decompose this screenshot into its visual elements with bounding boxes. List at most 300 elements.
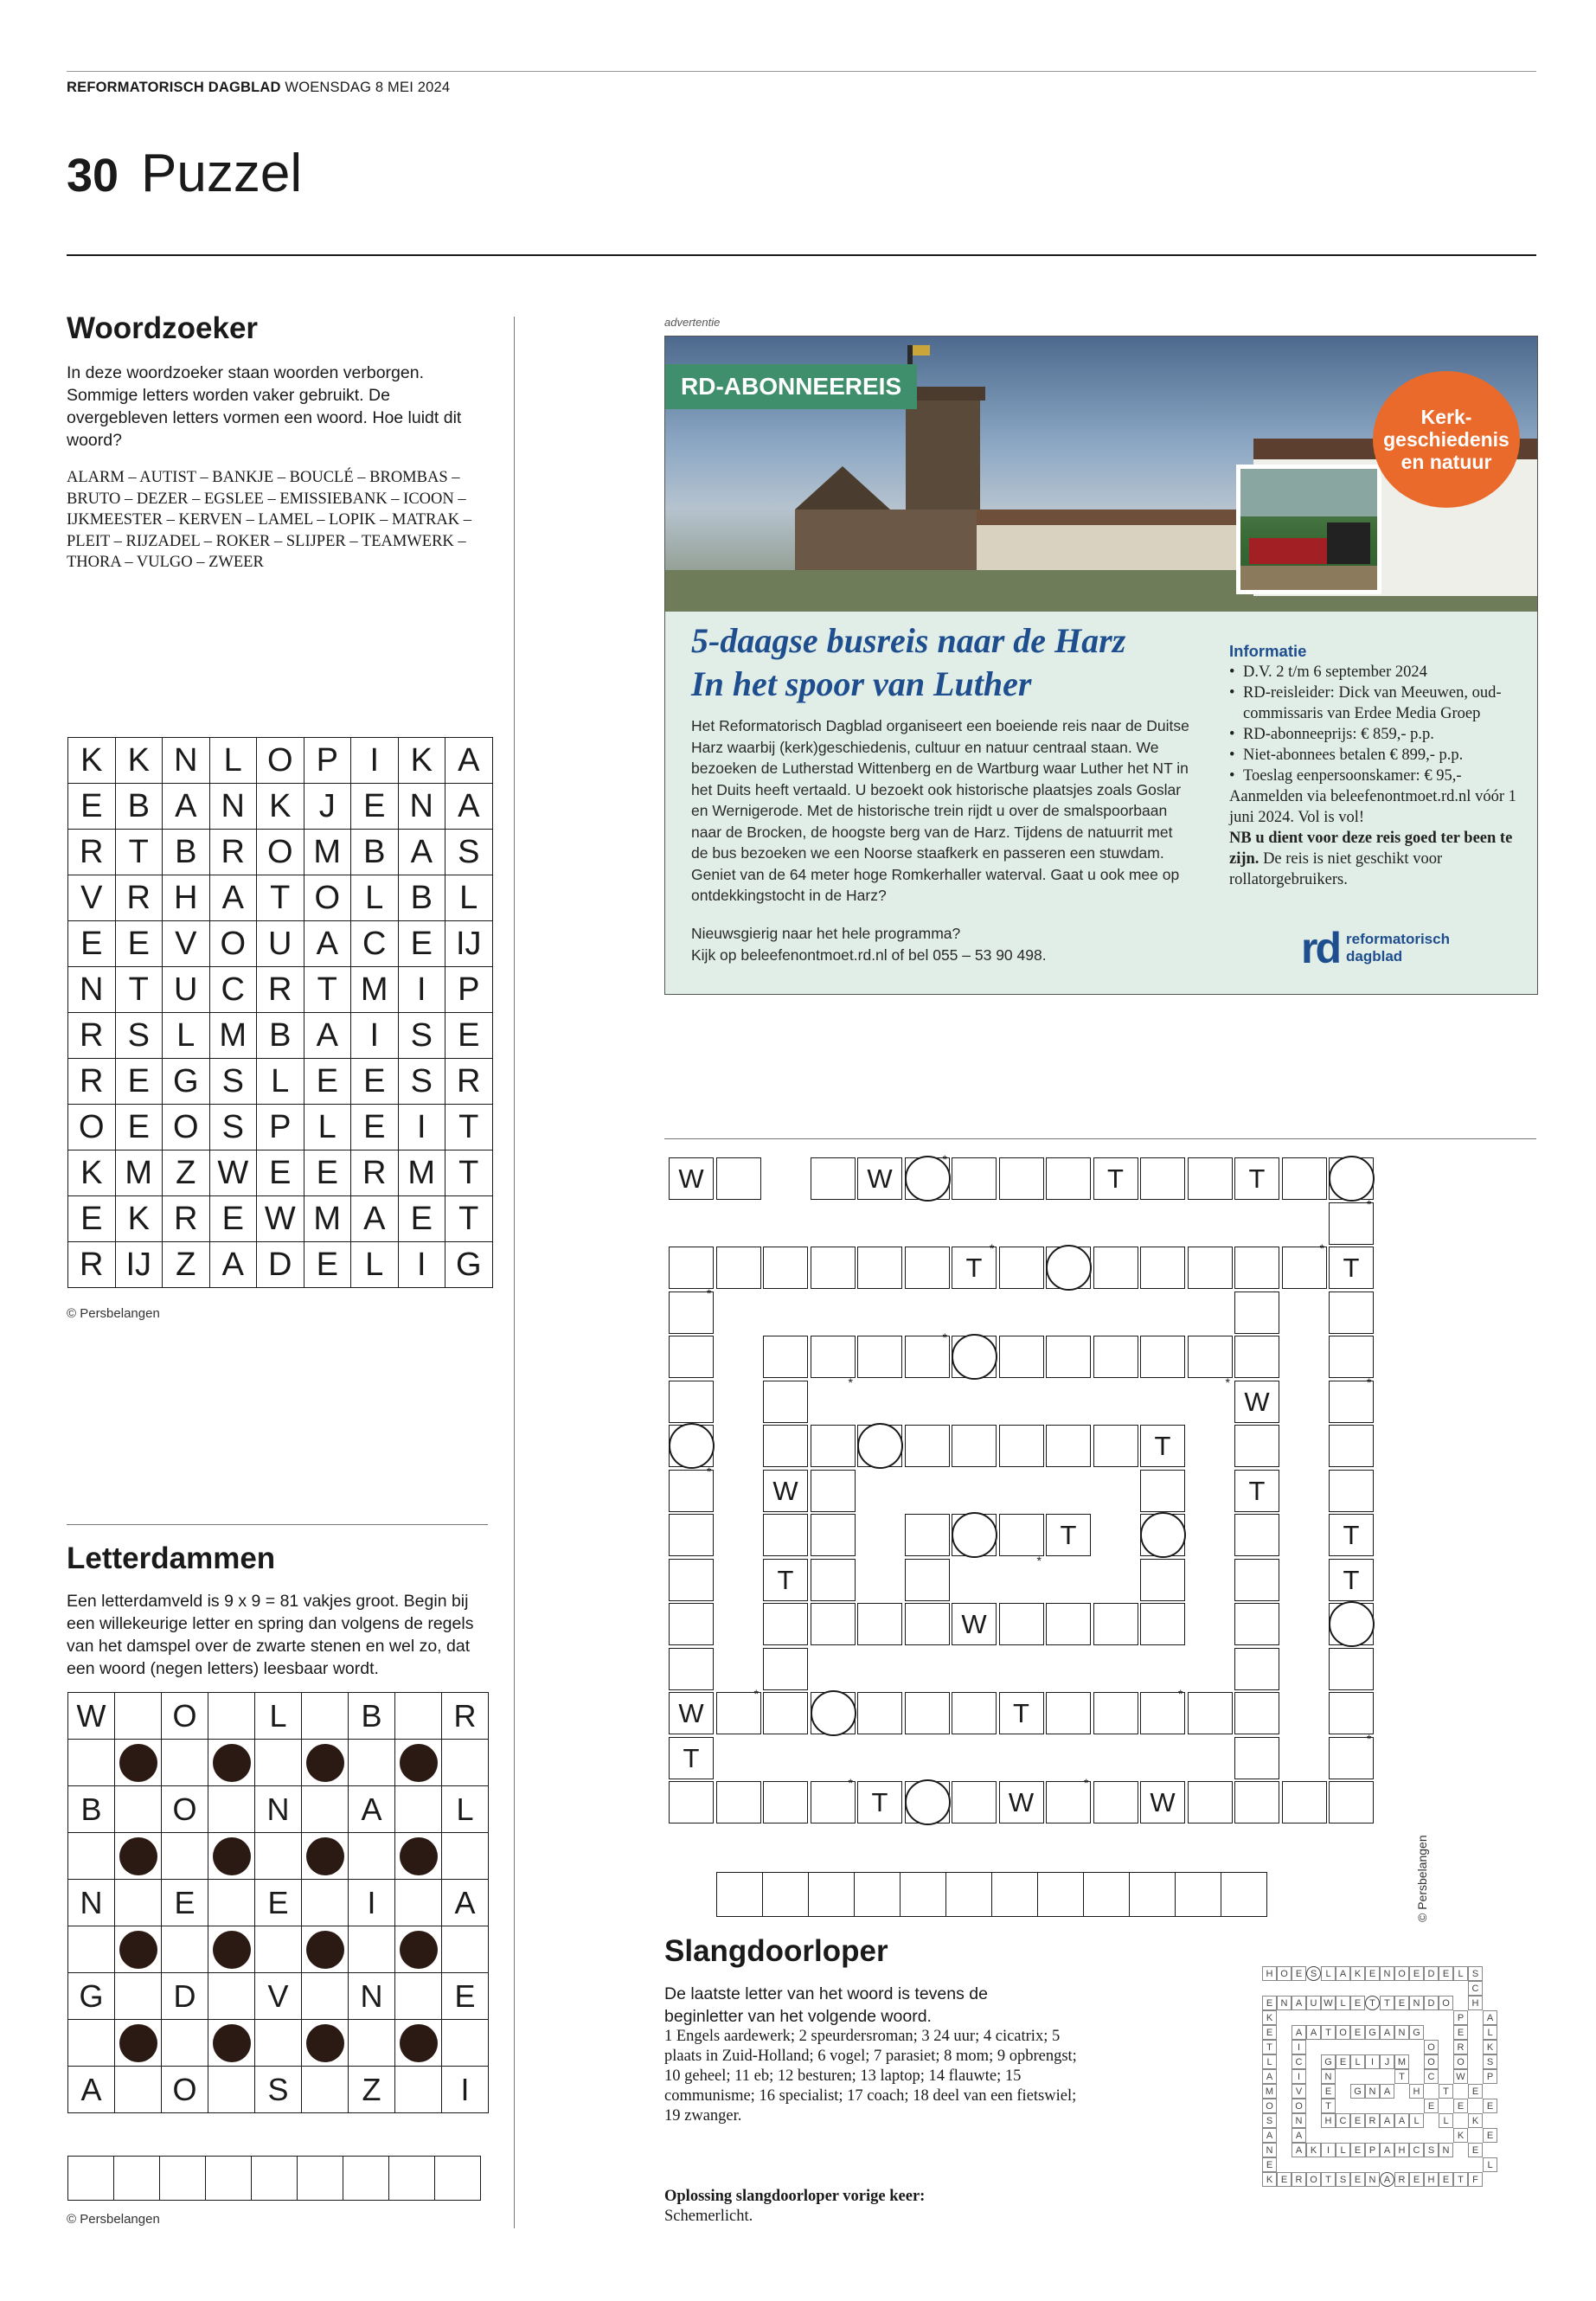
spiral-cell[interactable]: [1046, 1603, 1091, 1645]
letter-cell[interactable]: P: [445, 967, 493, 1013]
letter-cell[interactable]: IJ: [115, 1242, 163, 1288]
letter-cell[interactable]: W: [209, 1150, 257, 1196]
letter-cell[interactable]: T: [257, 875, 304, 921]
spiral-cell[interactable]: T: [669, 1737, 714, 1779]
spiral-cell[interactable]: [1282, 1781, 1327, 1823]
letter-cell[interactable]: H: [163, 875, 210, 921]
spiral-cell[interactable]: [1140, 1247, 1185, 1289]
letter-cell[interactable]: T: [115, 967, 163, 1013]
letter-cell[interactable]: A: [68, 2067, 115, 2113]
spiral-cell[interactable]: [1140, 1603, 1185, 1645]
spiral-cell[interactable]: [905, 1425, 950, 1467]
letter-cell[interactable]: [162, 1833, 208, 1880]
letter-cell[interactable]: E: [304, 1242, 351, 1288]
answer-cell[interactable]: [809, 1873, 855, 1917]
spiral-cell[interactable]: [669, 1603, 714, 1645]
letter-cell[interactable]: I: [442, 2067, 489, 2113]
spiral-cell[interactable]: [999, 1336, 1044, 1378]
letter-cell[interactable]: Z: [349, 2067, 395, 2113]
spiral-cell[interactable]: [811, 1157, 856, 1200]
spiral-cell[interactable]: [1234, 1336, 1279, 1378]
spiral-cell[interactable]: [1329, 1648, 1374, 1690]
letter-cell[interactable]: E: [445, 1013, 493, 1059]
letter-cell[interactable]: B: [257, 1013, 304, 1059]
letter-cell[interactable]: [302, 2067, 349, 2113]
letter-cell[interactable]: [442, 1740, 489, 1786]
spiral-cell[interactable]: W: [952, 1603, 997, 1645]
spiral-cell[interactable]: [811, 1603, 856, 1645]
letter-cell[interactable]: [395, 1786, 442, 1833]
spiral-cell[interactable]: [1188, 1336, 1233, 1378]
spiral-cell[interactable]: [763, 1247, 808, 1289]
letter-cell[interactable]: Z: [163, 1242, 210, 1288]
letter-cell[interactable]: A: [349, 1786, 395, 1833]
letter-cell[interactable]: A: [209, 1242, 257, 1288]
letter-cell[interactable]: [208, 1880, 255, 1926]
spiral-cell[interactable]: T: [999, 1692, 1044, 1734]
letter-cell[interactable]: D: [257, 1242, 304, 1288]
spiral-cell[interactable]: [763, 1781, 808, 1823]
spiral-cell[interactable]: W: [999, 1781, 1044, 1823]
letter-cell[interactable]: B: [163, 830, 210, 875]
spiral-cell[interactable]: [905, 1247, 950, 1289]
spiral-cell[interactable]: [1046, 1425, 1091, 1467]
spiral-cell[interactable]: [1188, 1157, 1233, 1200]
spiral-cell[interactable]: W: [763, 1470, 808, 1512]
advert[interactable]: [664, 336, 1538, 995]
spiral-cell[interactable]: [1234, 1737, 1279, 1779]
letter-cell[interactable]: E: [257, 1150, 304, 1196]
spiral-cell[interactable]: T: [1140, 1425, 1185, 1467]
letter-cell[interactable]: R: [115, 875, 163, 921]
spiral-cell[interactable]: W: [669, 1692, 714, 1734]
letter-cell[interactable]: R: [163, 1196, 210, 1242]
letter-cell[interactable]: [255, 2020, 302, 2067]
spiral-cell[interactable]: [952, 1425, 997, 1467]
damstone-cell[interactable]: [208, 1833, 255, 1880]
letter-cell[interactable]: [208, 1786, 255, 1833]
letter-cell[interactable]: R: [68, 1059, 116, 1105]
letter-cell[interactable]: L: [445, 875, 493, 921]
letter-cell[interactable]: I: [398, 1242, 445, 1288]
spiral-cell[interactable]: W: [1234, 1381, 1279, 1423]
spiral-cell[interactable]: [669, 1781, 714, 1823]
spiral-cell[interactable]: [1093, 1781, 1138, 1823]
letter-cell[interactable]: E: [351, 1105, 399, 1150]
letter-cell[interactable]: [255, 1833, 302, 1880]
spiral-cell[interactable]: T: [1093, 1157, 1138, 1200]
letter-cell[interactable]: A: [351, 1196, 399, 1242]
letter-cell[interactable]: V: [255, 1973, 302, 2020]
spiral-cell[interactable]: T: [1329, 1559, 1374, 1601]
spiral-cell[interactable]: [1329, 1336, 1374, 1378]
spiral-cell[interactable]: [669, 1514, 714, 1556]
letter-cell[interactable]: R: [68, 1242, 116, 1288]
letter-cell[interactable]: [442, 1926, 489, 1973]
letter-cell[interactable]: N: [349, 1973, 395, 2020]
letter-cell[interactable]: I: [398, 1105, 445, 1150]
letter-cell[interactable]: [115, 1973, 162, 2020]
letter-cell[interactable]: T: [304, 967, 351, 1013]
letter-cell[interactable]: [302, 1973, 349, 2020]
letter-cell[interactable]: O: [162, 2067, 208, 2113]
spiral-cell[interactable]: T: [763, 1559, 808, 1601]
letter-cell[interactable]: E: [255, 1880, 302, 1926]
letter-cell[interactable]: O: [257, 738, 304, 784]
spiral-cell[interactable]: [1140, 1157, 1185, 1200]
letter-cell[interactable]: T: [115, 830, 163, 875]
letter-cell[interactable]: P: [257, 1105, 304, 1150]
spiral-cell[interactable]: [669, 1336, 714, 1378]
letter-cell[interactable]: [115, 1693, 162, 1740]
letter-cell[interactable]: [68, 1740, 115, 1786]
letter-cell[interactable]: E: [68, 921, 116, 967]
letter-cell[interactable]: [115, 1786, 162, 1833]
letter-cell[interactable]: [349, 1926, 395, 1973]
letter-cell[interactable]: E: [68, 784, 116, 830]
letter-cell[interactable]: K: [398, 738, 445, 784]
letter-cell[interactable]: O: [68, 1105, 116, 1150]
answer-cell[interactable]: [1176, 1873, 1221, 1917]
letter-cell[interactable]: M: [115, 1150, 163, 1196]
letter-cell[interactable]: N: [398, 784, 445, 830]
letter-cell[interactable]: [442, 1833, 489, 1880]
letter-cell[interactable]: [162, 1926, 208, 1973]
letter-cell[interactable]: K: [68, 1150, 116, 1196]
letter-cell[interactable]: S: [209, 1059, 257, 1105]
letter-cell[interactable]: G: [68, 1973, 115, 2020]
letter-cell[interactable]: S: [398, 1059, 445, 1105]
spiral-cell[interactable]: [857, 1692, 902, 1734]
letter-cell[interactable]: L: [351, 1242, 399, 1288]
letter-cell[interactable]: [208, 1973, 255, 2020]
spiral-cell[interactable]: [1140, 1559, 1185, 1601]
answer-cell[interactable]: [68, 2157, 114, 2201]
answer-cell[interactable]: [1038, 1873, 1084, 1917]
advert-cta-line2[interactable]: Kijk op beleefenontmoet.rd.nl of bel 055 – 53 90 498.: [691, 945, 1047, 964]
damstone-cell[interactable]: [115, 2020, 162, 2067]
spiral-cell[interactable]: [811, 1336, 856, 1378]
spiral-cell[interactable]: [905, 1692, 950, 1734]
letter-cell[interactable]: E: [398, 921, 445, 967]
letter-cell[interactable]: I: [351, 1013, 399, 1059]
spiral-cell[interactable]: [1329, 1425, 1374, 1467]
spiral-cell[interactable]: [811, 1425, 856, 1467]
letter-cell[interactable]: P: [304, 738, 351, 784]
letter-cell[interactable]: V: [68, 875, 116, 921]
letter-cell[interactable]: E: [115, 1059, 163, 1105]
letter-cell[interactable]: [395, 1880, 442, 1926]
spiral-cell[interactable]: [952, 1692, 997, 1734]
spiral-answer-row[interactable]: [716, 1872, 1267, 1917]
spiral-cell[interactable]: [811, 1247, 856, 1289]
damstone-cell[interactable]: [395, 1926, 442, 1973]
spiral-cell[interactable]: [1282, 1157, 1327, 1200]
letter-cell[interactable]: L: [255, 1693, 302, 1740]
letter-cell[interactable]: U: [163, 967, 210, 1013]
letter-cell[interactable]: M: [351, 967, 399, 1013]
spiral-cell[interactable]: [952, 1157, 997, 1200]
letter-cell[interactable]: [349, 2020, 395, 2067]
letter-cell[interactable]: A: [442, 1880, 489, 1926]
spiral-cell[interactable]: [1234, 1692, 1279, 1734]
letter-cell[interactable]: T: [445, 1196, 493, 1242]
spiral-cell[interactable]: [1234, 1247, 1279, 1289]
spiral-cell[interactable]: W: [1140, 1781, 1185, 1823]
letter-cell[interactable]: N: [163, 738, 210, 784]
spiral-cell[interactable]: [1188, 1692, 1233, 1734]
letter-cell[interactable]: K: [68, 738, 116, 784]
letter-cell[interactable]: M: [304, 830, 351, 875]
letter-cell[interactable]: I: [351, 738, 399, 784]
damstone-cell[interactable]: [208, 1926, 255, 1973]
letter-cell[interactable]: R: [209, 830, 257, 875]
letter-cell[interactable]: [442, 2020, 489, 2067]
damstone-cell[interactable]: [302, 2020, 349, 2067]
letter-cell[interactable]: [395, 2067, 442, 2113]
letter-cell[interactable]: [395, 1973, 442, 2020]
answer-cell[interactable]: [435, 2157, 481, 2201]
letter-cell[interactable]: [162, 2020, 208, 2067]
letter-cell[interactable]: R: [257, 967, 304, 1013]
answer-cell[interactable]: [855, 1873, 901, 1917]
spiral-cell[interactable]: [1329, 1470, 1374, 1512]
letter-cell[interactable]: A: [304, 921, 351, 967]
answer-cell[interactable]: [946, 1873, 992, 1917]
damstone-cell[interactable]: [115, 1926, 162, 1973]
answer-cell[interactable]: [160, 2157, 206, 2201]
spiral-cell[interactable]: [1234, 1292, 1279, 1334]
answer-cell[interactable]: [252, 2157, 298, 2201]
spiral-cell[interactable]: T: [1234, 1157, 1279, 1200]
spiral-cell[interactable]: [669, 1381, 714, 1423]
letter-cell[interactable]: O: [162, 1786, 208, 1833]
letter-cell[interactable]: [255, 1926, 302, 1973]
spiral-cell[interactable]: [905, 1514, 950, 1556]
spiral-cell[interactable]: [716, 1157, 761, 1200]
spiral-cell[interactable]: [905, 1603, 950, 1645]
spiral-cell[interactable]: [857, 1603, 902, 1645]
letter-cell[interactable]: T: [445, 1150, 493, 1196]
letter-cell[interactable]: E: [304, 1059, 351, 1105]
spiral-cell[interactable]: T: [1329, 1514, 1374, 1556]
letter-cell[interactable]: R: [351, 1150, 399, 1196]
letter-cell[interactable]: [208, 2067, 255, 2113]
letter-cell[interactable]: E: [209, 1196, 257, 1242]
answer-cell[interactable]: [901, 1873, 946, 1917]
answer-cell[interactable]: [114, 2157, 160, 2201]
spiral-cell[interactable]: [1093, 1692, 1138, 1734]
spiral-cell[interactable]: [905, 1559, 950, 1601]
letter-cell[interactable]: M: [209, 1013, 257, 1059]
letter-cell[interactable]: A: [398, 830, 445, 875]
letter-cell[interactable]: B: [351, 830, 399, 875]
spiral-cell[interactable]: [1234, 1603, 1279, 1645]
letter-cell[interactable]: E: [115, 1105, 163, 1150]
letter-cell[interactable]: M: [304, 1196, 351, 1242]
answer-cell[interactable]: [206, 2157, 252, 2201]
spiral-cell[interactable]: [763, 1692, 808, 1734]
letter-cell[interactable]: S: [209, 1105, 257, 1150]
letter-cell[interactable]: E: [162, 1880, 208, 1926]
answer-cell[interactable]: [1084, 1873, 1130, 1917]
spiral-cell[interactable]: [716, 1781, 761, 1823]
damstone-cell[interactable]: [302, 1833, 349, 1880]
answer-cell[interactable]: [1130, 1873, 1176, 1917]
letter-cell[interactable]: O: [162, 1693, 208, 1740]
damstone-cell[interactable]: [395, 2020, 442, 2067]
spiral-cell[interactable]: [763, 1514, 808, 1556]
damstone-cell[interactable]: [302, 1740, 349, 1786]
letter-cell[interactable]: V: [163, 921, 210, 967]
letter-cell[interactable]: [302, 1693, 349, 1740]
letter-cell[interactable]: E: [351, 784, 399, 830]
letter-cell[interactable]: E: [115, 921, 163, 967]
spiral-cell[interactable]: [1188, 1781, 1233, 1823]
letter-cell[interactable]: [255, 1740, 302, 1786]
letter-cell[interactable]: A: [209, 875, 257, 921]
letter-cell[interactable]: C: [209, 967, 257, 1013]
spiral-cell[interactable]: [669, 1559, 714, 1601]
letter-cell[interactable]: K: [257, 784, 304, 830]
letter-cell[interactable]: R: [68, 1013, 116, 1059]
letter-cell[interactable]: [68, 1833, 115, 1880]
answer-cell[interactable]: [763, 1873, 809, 1917]
spiral-cell[interactable]: W: [857, 1157, 902, 1200]
spiral-cell[interactable]: [811, 1514, 856, 1556]
letter-cell[interactable]: C: [351, 921, 399, 967]
letter-cell[interactable]: S: [255, 2067, 302, 2113]
damstone-cell[interactable]: [302, 1926, 349, 1973]
letter-cell[interactable]: O: [209, 921, 257, 967]
letter-cell[interactable]: R: [442, 1693, 489, 1740]
letter-cell[interactable]: S: [115, 1013, 163, 1059]
answer-cell[interactable]: [717, 1873, 763, 1917]
letter-cell[interactable]: A: [445, 738, 493, 784]
letter-cell[interactable]: J: [304, 784, 351, 830]
letter-cell[interactable]: [208, 1693, 255, 1740]
letter-cell[interactable]: G: [163, 1059, 210, 1105]
spiral-cell[interactable]: [1188, 1247, 1233, 1289]
letter-cell[interactable]: R: [68, 830, 116, 875]
letter-cell[interactable]: K: [115, 1196, 163, 1242]
letter-cell[interactable]: O: [257, 830, 304, 875]
letter-cell[interactable]: I: [349, 1880, 395, 1926]
spiral-cell[interactable]: [1234, 1514, 1279, 1556]
letter-cell[interactable]: [115, 2067, 162, 2113]
answer-cell[interactable]: [389, 2157, 435, 2201]
spiral-cell[interactable]: [999, 1157, 1044, 1200]
spiral-cell[interactable]: [999, 1425, 1044, 1467]
spiral-cell[interactable]: [811, 1470, 856, 1512]
letter-cell[interactable]: [349, 1833, 395, 1880]
letter-cell[interactable]: W: [68, 1693, 115, 1740]
spiral-cell[interactable]: [1329, 1292, 1374, 1334]
letter-cell[interactable]: S: [445, 830, 493, 875]
letter-cell[interactable]: L: [257, 1059, 304, 1105]
letter-cell[interactable]: M: [398, 1150, 445, 1196]
spiral-cell[interactable]: [1046, 1692, 1091, 1734]
spiral-cell[interactable]: [1093, 1425, 1138, 1467]
spiral-cell[interactable]: [1329, 1692, 1374, 1734]
spiral-cell[interactable]: [1234, 1559, 1279, 1601]
spiral-cell[interactable]: [1234, 1781, 1279, 1823]
spiral-cell[interactable]: T: [857, 1781, 902, 1823]
spiral-cell[interactable]: [763, 1381, 808, 1423]
letter-cell[interactable]: [302, 1880, 349, 1926]
spiral-cell[interactable]: T: [1046, 1514, 1091, 1556]
spiral-cell[interactable]: [952, 1781, 997, 1823]
letter-cell[interactable]: E: [304, 1150, 351, 1196]
letter-cell[interactable]: [68, 1926, 115, 1973]
letter-cell[interactable]: T: [445, 1105, 493, 1150]
letter-cell[interactable]: R: [445, 1059, 493, 1105]
spiral-cell[interactable]: [669, 1648, 714, 1690]
spiral-cell[interactable]: [1234, 1648, 1279, 1690]
damstone-cell[interactable]: [395, 1833, 442, 1880]
spiral-cell[interactable]: [1046, 1336, 1091, 1378]
letter-cell[interactable]: L: [304, 1105, 351, 1150]
letter-cell[interactable]: A: [163, 784, 210, 830]
letter-cell[interactable]: W: [257, 1196, 304, 1242]
spiral-cell[interactable]: [1093, 1247, 1138, 1289]
letter-cell[interactable]: L: [351, 875, 399, 921]
spiral-cell[interactable]: [999, 1514, 1044, 1556]
letter-cell[interactable]: N: [68, 1880, 115, 1926]
spiral-cell[interactable]: W: [669, 1157, 714, 1200]
letter-cell[interactable]: E: [442, 1973, 489, 2020]
advert-signup[interactable]: Aanmelden via beleefenontmoet.rd.nl vóór 1 juni 2024. Vol is vol!: [1229, 788, 1516, 826]
letter-cell[interactable]: O: [163, 1105, 210, 1150]
spiral-cell[interactable]: [763, 1336, 808, 1378]
letter-cell[interactable]: B: [68, 1786, 115, 1833]
spiral-cell[interactable]: [1234, 1425, 1279, 1467]
damstone-cell[interactable]: [208, 2020, 255, 2067]
spiral-cell[interactable]: [1093, 1336, 1138, 1378]
letter-cell[interactable]: L: [209, 738, 257, 784]
damstone-cell[interactable]: [395, 1740, 442, 1786]
letter-cell[interactable]: Z: [163, 1150, 210, 1196]
letter-cell[interactable]: N: [68, 967, 116, 1013]
letter-cell[interactable]: B: [115, 784, 163, 830]
spiral-cell[interactable]: [763, 1425, 808, 1467]
spiral-cell[interactable]: T: [952, 1247, 997, 1289]
spiral-cell[interactable]: [1093, 1603, 1138, 1645]
spiral-cell[interactable]: [1329, 1781, 1374, 1823]
letter-cell[interactable]: L: [442, 1786, 489, 1833]
spiral-cell[interactable]: [763, 1603, 808, 1645]
letter-cell[interactable]: [302, 1786, 349, 1833]
spiral-cell[interactable]: [1140, 1470, 1185, 1512]
letter-cell[interactable]: N: [255, 1786, 302, 1833]
letter-cell[interactable]: [162, 1740, 208, 1786]
letter-cell[interactable]: IJ: [445, 921, 493, 967]
spiral-cell[interactable]: [716, 1247, 761, 1289]
spiral-cell[interactable]: [999, 1247, 1044, 1289]
damstone-cell[interactable]: [208, 1740, 255, 1786]
letter-cell[interactable]: B: [398, 875, 445, 921]
spiral-cell[interactable]: [763, 1648, 808, 1690]
letter-cell[interactable]: K: [115, 738, 163, 784]
answer-cell[interactable]: [1221, 1873, 1267, 1917]
letter-cell[interactable]: O: [304, 875, 351, 921]
answer-cell[interactable]: [992, 1873, 1038, 1917]
letterdammen-answer-row[interactable]: [67, 2156, 481, 2201]
letter-cell[interactable]: D: [162, 1973, 208, 2020]
letter-cell[interactable]: L: [163, 1013, 210, 1059]
spiral-cell[interactable]: [1140, 1336, 1185, 1378]
spiral-cell[interactable]: [811, 1559, 856, 1601]
